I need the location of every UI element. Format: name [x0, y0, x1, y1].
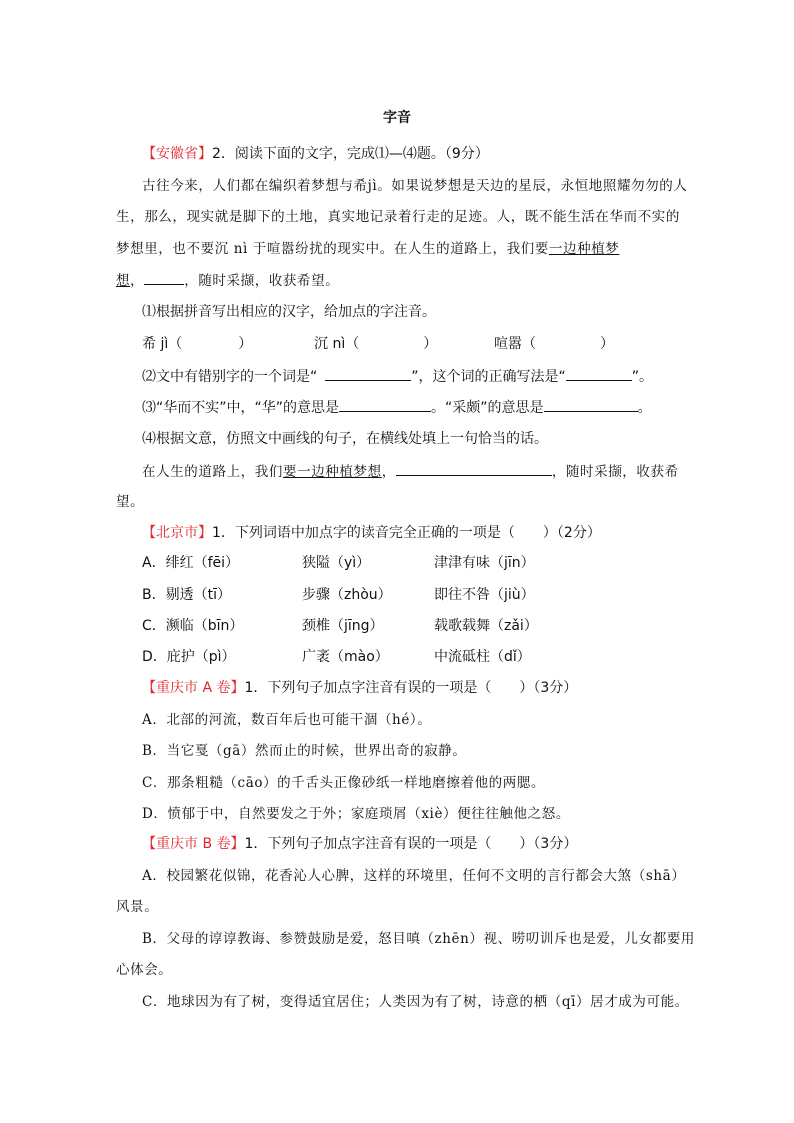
anhui-passage-line-1: 古往今来，人们都在编织着梦想与希jì。如果说梦想是天边的星辰，永恒地照耀勿勿的人 [142, 178, 688, 194]
region-tag-anhui: 【安徽省】 [142, 146, 212, 162]
region-tag-beijing: 【北京市】 [142, 525, 212, 541]
anhui-q4-answer-line-2: 望。 [116, 494, 145, 510]
anhui-q4-blank[interactable] [396, 461, 552, 476]
anhui-q2-text-b: ”，这个词的正确写法是“ [411, 369, 566, 385]
beijing-option-b-3: 即往不咎（jiù） [434, 587, 535, 603]
beijing-option-d-2: 广袤（mào） [302, 649, 389, 665]
anhui-passage-underlined-2: 想 [116, 273, 131, 289]
anhui-q4-text-a: 在人生的道路上，我们 [142, 464, 283, 480]
chongqing-a-option-b: B．当它戛（gā）然而止的时候，世界出奇的寂静。 [142, 743, 467, 759]
chongqing-b-option-c: C．地球因为有了树，变得适宜居住；人类因为有了树，诗意的栖（qī）居才成为可能。 [142, 994, 689, 1010]
chongqing-b-question-stem [142, 834, 577, 854]
anhui-q3-blank-1[interactable] [339, 397, 431, 412]
anhui-q1-item-c [494, 334, 614, 354]
beijing-option-b-2: 步骤（zhòu） [302, 587, 392, 603]
beijing-option-b-1: B．剔透（tī） [142, 587, 231, 603]
region-tag-chongqing-b: 【重庆市 B 卷】 [142, 836, 245, 852]
anhui-fill-blank[interactable] [144, 270, 184, 285]
chongqing-b-option-b: B．父母的谆谆教诲、参赞鼓励是爱，怒目嗔（zhēn）视、唠叨训斥也是爱，儿女都要用 [142, 931, 696, 947]
anhui-q1-c-label: 喧嚣（ [494, 336, 536, 352]
anhui-passage-line-2: 生，那么，现实就是脚下的土地，真实地记录着行走的足迹。人，既不能生活在华而不实的 [116, 209, 680, 225]
anhui-passage-line-3 [116, 239, 619, 259]
anhui-q1-item-a [142, 334, 252, 354]
beijing-option-d-1: D．庇护（pì） [142, 649, 236, 665]
anhui-q3-text-c: 。 [637, 400, 652, 416]
anhui-q1-b-label: 沉 nì（ [314, 336, 360, 352]
anhui-q2-text-a: ⑵文中有错别字的一个词是“ [142, 369, 318, 385]
anhui-q1-a-label: 希 jì（ [142, 336, 183, 352]
anhui-q3-blank-2[interactable] [544, 397, 638, 412]
anhui-passage-line-4-text: ，随时采撷，收获希望。 [184, 273, 340, 289]
chongqing-a-question-stem [142, 678, 577, 698]
anhui-q4: ⑷根据文意，仿照文中画线的句子，在横线处填上一句恰当的话。 [142, 431, 548, 447]
beijing-option-c-2: 颈椎（jīng） [302, 618, 384, 634]
anhui-q4-comma: ， [381, 464, 396, 480]
anhui-q2-blank-1[interactable] [325, 366, 411, 381]
page-title: 字音 [383, 110, 411, 126]
anhui-q1: ⑴根据拼音写出相应的汉字，给加点的字注音。 [142, 304, 436, 320]
anhui-q2-text-c: ”。 [631, 369, 654, 385]
anhui-stem-text: 2．阅读下面的文字，完成⑴—⑷题。（9分） [212, 146, 489, 162]
region-tag-chongqing-a: 【重庆市 A 卷】 [142, 680, 245, 696]
anhui-passage-underlined-1: 一边种植梦 [548, 241, 620, 257]
anhui-comma: ， [130, 273, 145, 289]
chongqing-a-option-d: D．愤郁于中，自然要发之于外；家庭琐屑（xiè）便往往触他之怒。 [142, 806, 570, 822]
anhui-q1-c-close: ） [600, 336, 614, 352]
anhui-question-stem [142, 144, 489, 164]
anhui-q2-blank-2[interactable] [566, 366, 632, 381]
anhui-q4-text-c: ，随时采撷，收获希 [551, 464, 679, 480]
beijing-option-a-3: 津津有味（jīn） [434, 555, 535, 571]
anhui-q3-text-a: ⑶“华而不实”中，“华”的意思是 [142, 400, 340, 416]
anhui-q1-a-close: ） [238, 336, 253, 352]
beijing-stem-text: 1．下列词语中加点字的读音完全正确的一项是（ ）（2分） [212, 525, 601, 541]
beijing-option-c-1: C．濒临（bīn） [142, 618, 244, 634]
beijing-option-a-1: A．绯红（fēi） [142, 555, 240, 571]
anhui-passage-line-3-text: 梦想里，也不要沉 nì 于喧嚣纷扰的现实中。在人生的道路上，我们要 [116, 241, 549, 257]
anhui-q4-answer-line [142, 461, 679, 482]
anhui-q3 [142, 397, 652, 418]
beijing-option-d-3: 中流砥柱（dǐ） [434, 649, 531, 665]
anhui-q1-b-close: ） [423, 336, 438, 352]
chongqing-a-stem-text: 1．下列句子加点字注音有误的一项是（ ）（3分） [244, 680, 578, 696]
chongqing-a-option-c: C．那条粗糙（cāo）的千舌头正像砂纸一样地磨擦着他的两腮。 [142, 775, 546, 791]
beijing-question-stem [142, 523, 601, 543]
anhui-passage-line-4 [116, 270, 339, 291]
anhui-q3-text-b: 。“采颇”的意思是 [431, 400, 544, 416]
beijing-option-c-3: 载歌载舞（zǎi） [434, 618, 538, 634]
chongqing-b-option-a: A．校园繁花似锦，花香沁人心脾，这样的环境里，任何不文明的言行都会大煞（shā） [142, 868, 686, 884]
anhui-q4-underlined: 要一边种植梦想 [283, 464, 382, 480]
chongqing-b-stem-text: 1．下列句子加点字注音有误的一项是（ ）（3分） [244, 836, 578, 852]
anhui-q1-item-b [314, 334, 437, 354]
anhui-q2 [142, 366, 653, 387]
chongqing-a-option-a: A．北部的河流，数百年后也可能干涸（hé）。 [142, 712, 432, 728]
chongqing-b-option-b-cont: 心体会。 [116, 962, 173, 978]
chongqing-b-option-a-cont: 风景。 [116, 899, 159, 915]
beijing-option-a-2: 狭隘（yì） [302, 555, 371, 571]
